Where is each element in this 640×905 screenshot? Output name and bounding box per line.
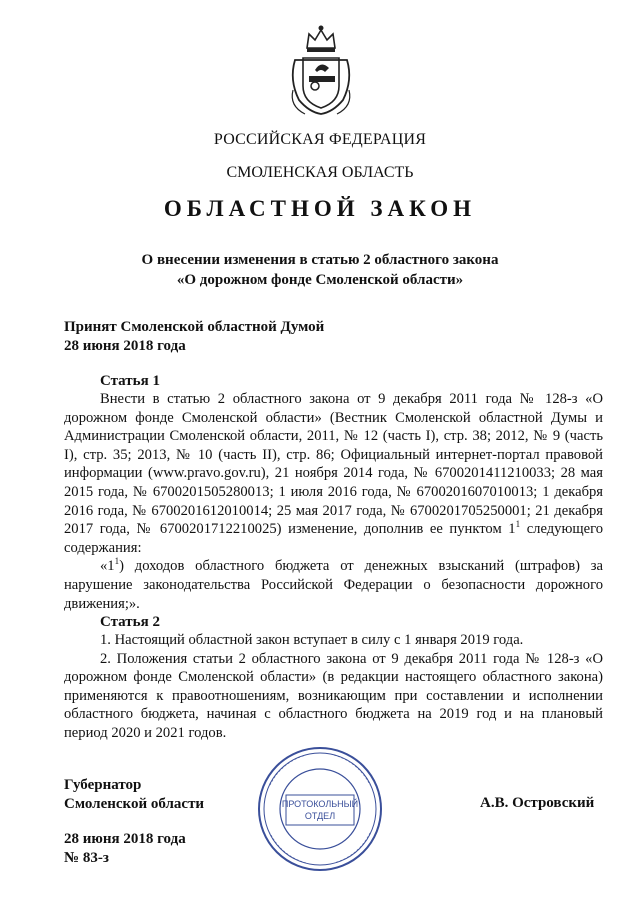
article-1-body	[64, 390, 603, 613]
document-type-heading: ОБЛАСТНОЙ ЗАКОН	[163, 196, 477, 221]
article-1-paragraph	[64, 390, 603, 557]
law-subject-line1: О внесении изменения в статью 2 областного закона	[141, 252, 499, 268]
adoption-info	[64, 318, 324, 356]
signatory-position: Губернатор	[64, 777, 142, 793]
article-2-body	[64, 631, 603, 743]
official-seal	[256, 745, 384, 873]
article-1-text-end: следующего содержания:	[64, 521, 603, 556]
quote-text: ) доходов областного бюджета от денежных взысканий (штрафов) за нарушение законодательства Российской Федерации о безопасности дорожного движения;».	[64, 558, 603, 612]
seal-center-line1: ПРОТОКОЛЬНЫЙ	[281, 799, 359, 809]
coat-of-arms-icon	[285, 20, 357, 120]
seal-center-line2: ОТДЕЛ	[304, 811, 336, 821]
article-1-sup: 1	[515, 519, 521, 530]
law-subject	[0, 250, 640, 290]
article-2-item-1: 1. Настоящий областной закон вступает в силу с 1 января 2019 года.	[100, 632, 524, 648]
adoption-body: Принят Смоленской областной Думой	[64, 319, 325, 335]
law-number: № 83-з	[64, 850, 109, 866]
article-2-title: Статья 2	[100, 614, 160, 630]
article-2-item-2: 2. Положения статьи 2 областного закона от 9 декабря 2011 года № 128-з «О дорожном фонде Смоленской области» (в редакции настоящего областного закона) применяются к правоотношениям, возникающим при составлении и исполнении областного бюджета, начиная с областного бюджета на 2019 год и на плановый период 2020 и 2021 годов.	[64, 650, 603, 741]
signatory-region: Смоленской области	[64, 796, 205, 812]
quote-prefix: «1	[100, 558, 115, 575]
article-1-text: Внести в статью 2 областного закона от 9 декабря 2011 года № 128-з «О дорожном фонде Смоленской области» (Вестник Смоленской областной Думы и Администрации Смоленской области, 2011, № 12 (часть I), стр. 38; 2012, № 9 (часть I), стр. 35; 2013, № 10 (часть II), стр. 86; Официальный интернет-портал правовой информации (www.pravo.gov.ru), 21 ноября 2014 года, № 6700201411210033; 28 мая 2015 года, № 6700201505280013; 1 июля 2016 года, № 6700201607010013; 1 декабря 2016 года, № 6700201612010014; 25 мая 2017 года, № 6700201705250001; 21 декабря 2017 года, № 6700201712210025) изменение, дополнив ее пунктом 1	[64, 391, 603, 538]
law-subject-line2: «О дорожном фонде Смоленской области»	[176, 272, 464, 288]
signing-date: 28 июня 2018 года	[64, 831, 186, 847]
region-heading: СМОЛЕНСКАЯ ОБЛАСТЬ	[226, 164, 414, 181]
quote-sup: 1	[114, 556, 120, 567]
article-1-title: Статья 1	[100, 373, 160, 389]
signatory-title	[64, 776, 204, 814]
signatory-name: А.В. Островский	[480, 795, 595, 811]
adoption-date: 28 июня 2018 года	[64, 338, 186, 354]
country-heading: РОССИЙСКАЯ ФЕДЕРАЦИЯ	[213, 131, 427, 148]
article-1-quote	[64, 557, 603, 613]
document-footer	[64, 830, 186, 868]
